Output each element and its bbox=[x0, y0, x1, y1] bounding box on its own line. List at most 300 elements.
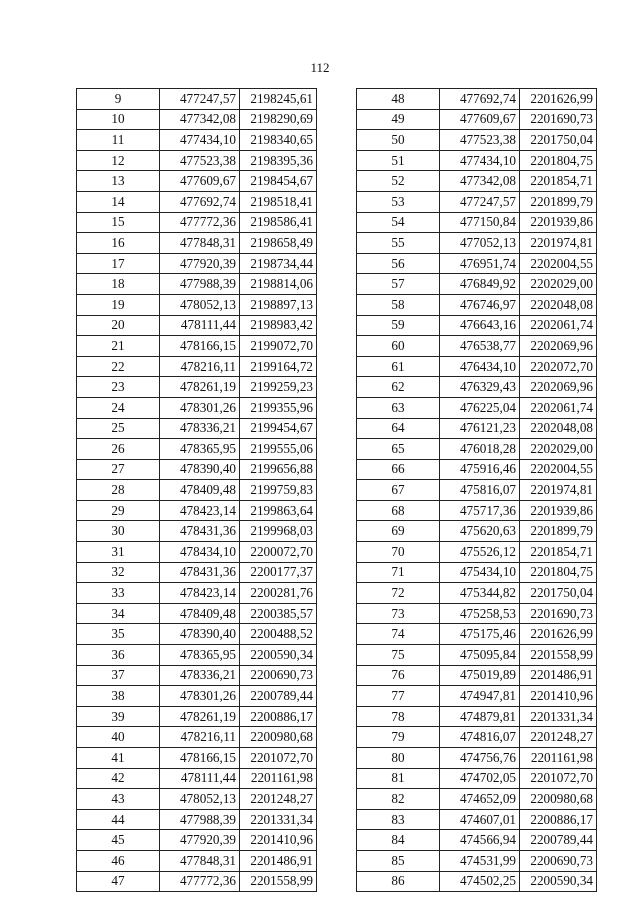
table-row bbox=[357, 645, 597, 666]
point-number-cell: 57 bbox=[357, 274, 440, 295]
x-coordinate-cell: 477342,08 bbox=[160, 109, 240, 130]
table-row bbox=[357, 500, 597, 521]
x-coordinate-cell: 477988,39 bbox=[160, 274, 240, 295]
y-coordinate-cell: 2198395,36 bbox=[240, 150, 317, 171]
point-number-cell: 42 bbox=[77, 768, 160, 789]
point-number-cell: 27 bbox=[77, 459, 160, 480]
x-coordinate-cell: 478261,19 bbox=[160, 706, 240, 727]
y-coordinate-cell: 2202048,08 bbox=[520, 418, 597, 439]
point-number-cell: 16 bbox=[77, 233, 160, 254]
table-row bbox=[357, 150, 597, 171]
point-number-cell: 71 bbox=[357, 562, 440, 583]
y-coordinate-cell: 2201410,96 bbox=[520, 686, 597, 707]
table-row bbox=[357, 212, 597, 233]
table-row bbox=[357, 603, 597, 624]
y-coordinate-cell: 2200281,76 bbox=[240, 583, 317, 604]
table-row bbox=[357, 830, 597, 851]
x-coordinate-cell: 478111,44 bbox=[160, 768, 240, 789]
point-number-cell: 75 bbox=[357, 645, 440, 666]
table-row bbox=[357, 89, 597, 110]
x-coordinate-cell: 477052,13 bbox=[440, 233, 520, 254]
x-coordinate-cell: 474947,81 bbox=[440, 686, 520, 707]
y-coordinate-cell: 2201486,91 bbox=[520, 665, 597, 686]
y-coordinate-cell: 2202048,08 bbox=[520, 294, 597, 315]
x-coordinate-cell: 478390,40 bbox=[160, 624, 240, 645]
table-row bbox=[357, 727, 597, 748]
table-row bbox=[77, 871, 317, 892]
x-coordinate-cell: 475816,07 bbox=[440, 480, 520, 501]
x-coordinate-cell: 478052,13 bbox=[160, 789, 240, 810]
table-row bbox=[77, 603, 317, 624]
table-row bbox=[77, 624, 317, 645]
table-row bbox=[357, 336, 597, 357]
x-coordinate-cell: 478261,19 bbox=[160, 377, 240, 398]
x-coordinate-cell: 478111,44 bbox=[160, 315, 240, 336]
x-coordinate-cell: 474502,25 bbox=[440, 871, 520, 892]
x-coordinate-cell: 478336,21 bbox=[160, 418, 240, 439]
x-coordinate-cell: 475526,12 bbox=[440, 542, 520, 563]
point-number-cell: 69 bbox=[357, 521, 440, 542]
y-coordinate-cell: 2201854,71 bbox=[520, 171, 597, 192]
table-row bbox=[77, 583, 317, 604]
point-number-cell: 34 bbox=[77, 603, 160, 624]
table-row bbox=[357, 459, 597, 480]
y-coordinate-cell: 2202061,74 bbox=[520, 397, 597, 418]
table-row bbox=[77, 645, 317, 666]
table-row bbox=[357, 768, 597, 789]
y-coordinate-cell: 2201804,75 bbox=[520, 562, 597, 583]
x-coordinate-cell: 475717,36 bbox=[440, 500, 520, 521]
y-coordinate-cell: 2198454,67 bbox=[240, 171, 317, 192]
y-coordinate-cell: 2202072,70 bbox=[520, 356, 597, 377]
x-coordinate-cell: 475434,10 bbox=[440, 562, 520, 583]
table-row bbox=[357, 439, 597, 460]
x-coordinate-cell: 477692,74 bbox=[160, 191, 240, 212]
table-row bbox=[357, 171, 597, 192]
point-number-cell: 53 bbox=[357, 191, 440, 212]
table-row bbox=[77, 377, 317, 398]
y-coordinate-cell: 2202029,00 bbox=[520, 274, 597, 295]
y-coordinate-cell: 2200886,17 bbox=[240, 706, 317, 727]
coordinates-table-left bbox=[76, 88, 317, 892]
x-coordinate-cell: 476018,28 bbox=[440, 439, 520, 460]
point-number-cell: 9 bbox=[77, 89, 160, 110]
point-number-cell: 73 bbox=[357, 603, 440, 624]
x-coordinate-cell: 478166,15 bbox=[160, 336, 240, 357]
table-row bbox=[77, 109, 317, 130]
point-number-cell: 85 bbox=[357, 850, 440, 871]
point-number-cell: 15 bbox=[77, 212, 160, 233]
table-row bbox=[77, 830, 317, 851]
table-row bbox=[77, 768, 317, 789]
y-coordinate-cell: 2201899,79 bbox=[520, 521, 597, 542]
y-coordinate-cell: 2201690,73 bbox=[520, 603, 597, 624]
table-row bbox=[357, 233, 597, 254]
x-coordinate-cell: 478052,13 bbox=[160, 294, 240, 315]
table-row bbox=[77, 480, 317, 501]
x-coordinate-cell: 478336,21 bbox=[160, 665, 240, 686]
x-coordinate-cell: 477247,57 bbox=[160, 89, 240, 110]
x-coordinate-cell: 478301,26 bbox=[160, 686, 240, 707]
point-number-cell: 50 bbox=[357, 130, 440, 151]
y-coordinate-cell: 2201331,34 bbox=[240, 809, 317, 830]
x-coordinate-cell: 475175,46 bbox=[440, 624, 520, 645]
point-number-cell: 86 bbox=[357, 871, 440, 892]
x-coordinate-cell: 478423,14 bbox=[160, 500, 240, 521]
x-coordinate-cell: 478409,48 bbox=[160, 480, 240, 501]
x-coordinate-cell: 474652,09 bbox=[440, 789, 520, 810]
point-number-cell: 11 bbox=[77, 130, 160, 151]
x-coordinate-cell: 478431,36 bbox=[160, 562, 240, 583]
point-number-cell: 60 bbox=[357, 336, 440, 357]
point-number-cell: 46 bbox=[77, 850, 160, 871]
x-coordinate-cell: 478166,15 bbox=[160, 748, 240, 769]
table-row bbox=[77, 727, 317, 748]
point-number-cell: 10 bbox=[77, 109, 160, 130]
y-coordinate-cell: 2202061,74 bbox=[520, 315, 597, 336]
table-row bbox=[357, 809, 597, 830]
table-row bbox=[77, 850, 317, 871]
y-coordinate-cell: 2202069,96 bbox=[520, 336, 597, 357]
table-row bbox=[77, 233, 317, 254]
x-coordinate-cell: 475258,53 bbox=[440, 603, 520, 624]
point-number-cell: 66 bbox=[357, 459, 440, 480]
point-number-cell: 78 bbox=[357, 706, 440, 727]
table-row bbox=[77, 521, 317, 542]
table-row bbox=[77, 89, 317, 110]
point-number-cell: 68 bbox=[357, 500, 440, 521]
y-coordinate-cell: 2201974,81 bbox=[520, 480, 597, 501]
x-coordinate-cell: 477609,67 bbox=[440, 109, 520, 130]
point-number-cell: 48 bbox=[357, 89, 440, 110]
y-coordinate-cell: 2201939,86 bbox=[520, 212, 597, 233]
y-coordinate-cell: 2198734,44 bbox=[240, 253, 317, 274]
x-coordinate-cell: 476538,77 bbox=[440, 336, 520, 357]
y-coordinate-cell: 2201248,27 bbox=[520, 727, 597, 748]
x-coordinate-cell: 478423,14 bbox=[160, 583, 240, 604]
x-coordinate-cell: 478434,10 bbox=[160, 542, 240, 563]
point-number-cell: 72 bbox=[357, 583, 440, 604]
point-number-cell: 65 bbox=[357, 439, 440, 460]
x-coordinate-cell: 477848,31 bbox=[160, 233, 240, 254]
point-number-cell: 79 bbox=[357, 727, 440, 748]
table-row bbox=[77, 336, 317, 357]
point-number-cell: 24 bbox=[77, 397, 160, 418]
y-coordinate-cell: 2198245,61 bbox=[240, 89, 317, 110]
table-row bbox=[77, 418, 317, 439]
y-coordinate-cell: 2201072,70 bbox=[240, 748, 317, 769]
point-number-cell: 58 bbox=[357, 294, 440, 315]
x-coordinate-cell: 477848,31 bbox=[160, 850, 240, 871]
x-coordinate-cell: 478301,26 bbox=[160, 397, 240, 418]
table-row bbox=[357, 665, 597, 686]
point-number-cell: 70 bbox=[357, 542, 440, 563]
y-coordinate-cell: 2200980,68 bbox=[240, 727, 317, 748]
table-row bbox=[357, 274, 597, 295]
y-coordinate-cell: 2201690,73 bbox=[520, 109, 597, 130]
point-number-cell: 83 bbox=[357, 809, 440, 830]
x-coordinate-cell: 474566,94 bbox=[440, 830, 520, 851]
table-row bbox=[357, 624, 597, 645]
x-coordinate-cell: 477247,57 bbox=[440, 191, 520, 212]
x-coordinate-cell: 477772,36 bbox=[160, 871, 240, 892]
x-coordinate-cell: 478216,11 bbox=[160, 727, 240, 748]
point-number-cell: 19 bbox=[77, 294, 160, 315]
point-number-cell: 55 bbox=[357, 233, 440, 254]
table-row bbox=[77, 562, 317, 583]
point-number-cell: 54 bbox=[357, 212, 440, 233]
x-coordinate-cell: 477434,10 bbox=[160, 130, 240, 151]
x-coordinate-cell: 477988,39 bbox=[160, 809, 240, 830]
point-number-cell: 74 bbox=[357, 624, 440, 645]
y-coordinate-cell: 2202069,96 bbox=[520, 377, 597, 398]
y-coordinate-cell: 2198290,69 bbox=[240, 109, 317, 130]
table-row bbox=[77, 356, 317, 377]
point-number-cell: 47 bbox=[77, 871, 160, 892]
x-coordinate-cell: 477523,38 bbox=[440, 130, 520, 151]
y-coordinate-cell: 2201072,70 bbox=[520, 768, 597, 789]
table-row bbox=[357, 397, 597, 418]
y-coordinate-cell: 2198897,13 bbox=[240, 294, 317, 315]
y-coordinate-cell: 2201248,27 bbox=[240, 789, 317, 810]
point-number-cell: 52 bbox=[357, 171, 440, 192]
y-coordinate-cell: 2199072,70 bbox=[240, 336, 317, 357]
x-coordinate-cell: 476329,43 bbox=[440, 377, 520, 398]
point-number-cell: 40 bbox=[77, 727, 160, 748]
point-number-cell: 18 bbox=[77, 274, 160, 295]
y-coordinate-cell: 2201854,71 bbox=[520, 542, 597, 563]
y-coordinate-cell: 2198340,65 bbox=[240, 130, 317, 151]
point-number-cell: 17 bbox=[77, 253, 160, 274]
y-coordinate-cell: 2199555,06 bbox=[240, 439, 317, 460]
table-row bbox=[357, 191, 597, 212]
table-row bbox=[77, 397, 317, 418]
table-row bbox=[357, 109, 597, 130]
point-number-cell: 37 bbox=[77, 665, 160, 686]
point-number-cell: 21 bbox=[77, 336, 160, 357]
y-coordinate-cell: 2200690,73 bbox=[520, 850, 597, 871]
x-coordinate-cell: 478431,36 bbox=[160, 521, 240, 542]
y-coordinate-cell: 2200385,57 bbox=[240, 603, 317, 624]
point-number-cell: 25 bbox=[77, 418, 160, 439]
y-coordinate-cell: 2201626,99 bbox=[520, 624, 597, 645]
point-number-cell: 38 bbox=[77, 686, 160, 707]
y-coordinate-cell: 2201486,91 bbox=[240, 850, 317, 871]
y-coordinate-cell: 2201410,96 bbox=[240, 830, 317, 851]
table-row bbox=[77, 294, 317, 315]
y-coordinate-cell: 2201750,04 bbox=[520, 130, 597, 151]
x-coordinate-cell: 475095,84 bbox=[440, 645, 520, 666]
y-coordinate-cell: 2198983,42 bbox=[240, 315, 317, 336]
coordinates-table-right bbox=[356, 88, 597, 892]
x-coordinate-cell: 477434,10 bbox=[440, 150, 520, 171]
point-number-cell: 49 bbox=[357, 109, 440, 130]
table-row bbox=[77, 253, 317, 274]
y-coordinate-cell: 2201750,04 bbox=[520, 583, 597, 604]
x-coordinate-cell: 476225,04 bbox=[440, 397, 520, 418]
table-row bbox=[77, 665, 317, 686]
point-number-cell: 26 bbox=[77, 439, 160, 460]
y-coordinate-cell: 2201974,81 bbox=[520, 233, 597, 254]
point-number-cell: 67 bbox=[357, 480, 440, 501]
y-coordinate-cell: 2201161,98 bbox=[520, 748, 597, 769]
table-row bbox=[77, 809, 317, 830]
y-coordinate-cell: 2198658,49 bbox=[240, 233, 317, 254]
point-number-cell: 30 bbox=[77, 521, 160, 542]
y-coordinate-cell: 2200886,17 bbox=[520, 809, 597, 830]
x-coordinate-cell: 477920,39 bbox=[160, 253, 240, 274]
y-coordinate-cell: 2199759,83 bbox=[240, 480, 317, 501]
y-coordinate-cell: 2199863,64 bbox=[240, 500, 317, 521]
y-coordinate-cell: 2202004,55 bbox=[520, 459, 597, 480]
y-coordinate-cell: 2201558,99 bbox=[240, 871, 317, 892]
table-row bbox=[77, 191, 317, 212]
table-row bbox=[357, 850, 597, 871]
table-row bbox=[77, 274, 317, 295]
point-number-cell: 84 bbox=[357, 830, 440, 851]
table-row bbox=[357, 253, 597, 274]
table-row bbox=[77, 789, 317, 810]
x-coordinate-cell: 474756,76 bbox=[440, 748, 520, 769]
x-coordinate-cell: 476121,23 bbox=[440, 418, 520, 439]
y-coordinate-cell: 2199656,88 bbox=[240, 459, 317, 480]
table-row bbox=[357, 706, 597, 727]
table-row bbox=[357, 583, 597, 604]
table-row bbox=[77, 171, 317, 192]
table-row bbox=[77, 315, 317, 336]
y-coordinate-cell: 2200590,34 bbox=[240, 645, 317, 666]
table-row bbox=[357, 377, 597, 398]
y-coordinate-cell: 2201626,99 bbox=[520, 89, 597, 110]
x-coordinate-cell: 474702,05 bbox=[440, 768, 520, 789]
x-coordinate-cell: 474607,01 bbox=[440, 809, 520, 830]
x-coordinate-cell: 477772,36 bbox=[160, 212, 240, 233]
point-number-cell: 33 bbox=[77, 583, 160, 604]
y-coordinate-cell: 2201558,99 bbox=[520, 645, 597, 666]
x-coordinate-cell: 476849,92 bbox=[440, 274, 520, 295]
x-coordinate-cell: 476746,97 bbox=[440, 294, 520, 315]
y-coordinate-cell: 2201331,34 bbox=[520, 706, 597, 727]
y-coordinate-cell: 2200789,44 bbox=[240, 686, 317, 707]
x-coordinate-cell: 477920,39 bbox=[160, 830, 240, 851]
y-coordinate-cell: 2199259,23 bbox=[240, 377, 317, 398]
y-coordinate-cell: 2201939,86 bbox=[520, 500, 597, 521]
table-row bbox=[77, 439, 317, 460]
table-row bbox=[357, 418, 597, 439]
x-coordinate-cell: 475620,63 bbox=[440, 521, 520, 542]
point-number-cell: 39 bbox=[77, 706, 160, 727]
table-row bbox=[77, 130, 317, 151]
point-number-cell: 77 bbox=[357, 686, 440, 707]
table-row bbox=[357, 871, 597, 892]
point-number-cell: 31 bbox=[77, 542, 160, 563]
y-coordinate-cell: 2200590,34 bbox=[520, 871, 597, 892]
y-coordinate-cell: 2201804,75 bbox=[520, 150, 597, 171]
table-row bbox=[357, 789, 597, 810]
point-number-cell: 43 bbox=[77, 789, 160, 810]
table-row bbox=[357, 315, 597, 336]
x-coordinate-cell: 476434,10 bbox=[440, 356, 520, 377]
point-number-cell: 23 bbox=[77, 377, 160, 398]
y-coordinate-cell: 2200980,68 bbox=[520, 789, 597, 810]
x-coordinate-cell: 475019,89 bbox=[440, 665, 520, 686]
x-coordinate-cell: 475344,82 bbox=[440, 583, 520, 604]
point-number-cell: 22 bbox=[77, 356, 160, 377]
x-coordinate-cell: 474879,81 bbox=[440, 706, 520, 727]
table-row bbox=[357, 480, 597, 501]
table-row bbox=[77, 212, 317, 233]
x-coordinate-cell: 478365,95 bbox=[160, 645, 240, 666]
y-coordinate-cell: 2201161,98 bbox=[240, 768, 317, 789]
table-row bbox=[77, 459, 317, 480]
table-row bbox=[77, 500, 317, 521]
table-row bbox=[357, 521, 597, 542]
x-coordinate-cell: 478409,48 bbox=[160, 603, 240, 624]
y-coordinate-cell: 2199355,96 bbox=[240, 397, 317, 418]
table-row bbox=[77, 706, 317, 727]
x-coordinate-cell: 477150,84 bbox=[440, 212, 520, 233]
table-row bbox=[357, 294, 597, 315]
point-number-cell: 14 bbox=[77, 191, 160, 212]
y-coordinate-cell: 2199164,72 bbox=[240, 356, 317, 377]
table-row bbox=[357, 562, 597, 583]
point-number-cell: 82 bbox=[357, 789, 440, 810]
point-number-cell: 35 bbox=[77, 624, 160, 645]
point-number-cell: 44 bbox=[77, 809, 160, 830]
x-coordinate-cell: 477523,38 bbox=[160, 150, 240, 171]
table-row bbox=[357, 686, 597, 707]
x-coordinate-cell: 477609,67 bbox=[160, 171, 240, 192]
point-number-cell: 63 bbox=[357, 397, 440, 418]
table-row bbox=[77, 686, 317, 707]
y-coordinate-cell: 2200488,52 bbox=[240, 624, 317, 645]
table-row bbox=[77, 150, 317, 171]
y-coordinate-cell: 2198518,41 bbox=[240, 191, 317, 212]
x-coordinate-cell: 476951,74 bbox=[440, 253, 520, 274]
y-coordinate-cell: 2200177,37 bbox=[240, 562, 317, 583]
table-row bbox=[77, 542, 317, 563]
point-number-cell: 81 bbox=[357, 768, 440, 789]
point-number-cell: 20 bbox=[77, 315, 160, 336]
y-coordinate-cell: 2200072,70 bbox=[240, 542, 317, 563]
table-row bbox=[357, 356, 597, 377]
point-number-cell: 28 bbox=[77, 480, 160, 501]
table-row bbox=[357, 748, 597, 769]
point-number-cell: 64 bbox=[357, 418, 440, 439]
y-coordinate-cell: 2198814,06 bbox=[240, 274, 317, 295]
point-number-cell: 45 bbox=[77, 830, 160, 851]
point-number-cell: 13 bbox=[77, 171, 160, 192]
point-number-cell: 80 bbox=[357, 748, 440, 769]
table-row bbox=[77, 748, 317, 769]
table-row bbox=[357, 542, 597, 563]
point-number-cell: 59 bbox=[357, 315, 440, 336]
table-row bbox=[357, 130, 597, 151]
x-coordinate-cell: 476643,16 bbox=[440, 315, 520, 336]
x-coordinate-cell: 474531,99 bbox=[440, 850, 520, 871]
y-coordinate-cell: 2200789,44 bbox=[520, 830, 597, 851]
y-coordinate-cell: 2199968,03 bbox=[240, 521, 317, 542]
x-coordinate-cell: 478216,11 bbox=[160, 356, 240, 377]
x-coordinate-cell: 478365,95 bbox=[160, 439, 240, 460]
x-coordinate-cell: 475916,46 bbox=[440, 459, 520, 480]
point-number-cell: 56 bbox=[357, 253, 440, 274]
page-number: 112 bbox=[310, 60, 330, 75]
point-number-cell: 32 bbox=[77, 562, 160, 583]
x-coordinate-cell: 477342,08 bbox=[440, 171, 520, 192]
point-number-cell: 51 bbox=[357, 150, 440, 171]
y-coordinate-cell: 2202029,00 bbox=[520, 439, 597, 460]
